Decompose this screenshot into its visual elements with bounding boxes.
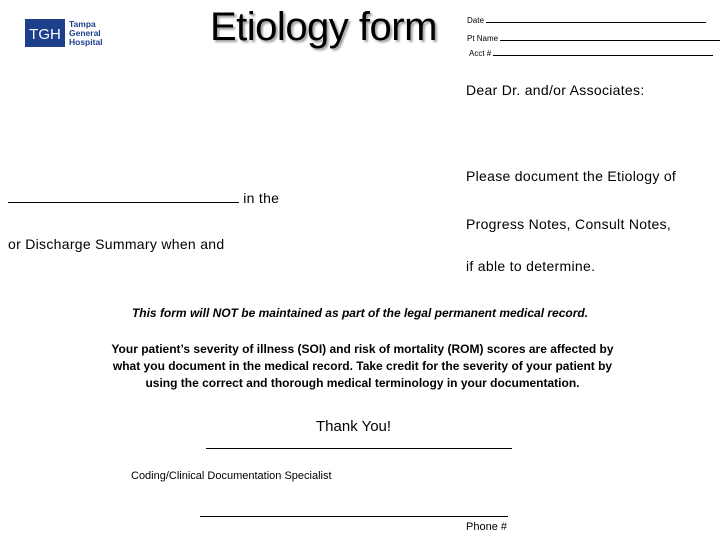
date-field[interactable] bbox=[467, 15, 706, 25]
specialist-role: Coding/Clinical Documentation Specialist bbox=[131, 470, 332, 482]
phone-line[interactable] bbox=[200, 516, 508, 517]
account-number-label: Acct # bbox=[469, 49, 492, 58]
request-line-2-suffix: in the bbox=[243, 190, 280, 206]
logo-mark: TGH bbox=[29, 26, 61, 43]
greeting: Dear Dr. and/or Associates: bbox=[466, 82, 645, 98]
phone-label: Phone # bbox=[466, 521, 507, 533]
patient-name-field[interactable] bbox=[467, 33, 720, 43]
signature-line[interactable] bbox=[206, 448, 512, 449]
account-number-line bbox=[493, 48, 713, 56]
request-line-2 bbox=[8, 189, 279, 206]
logo-name-line-3: Hospital bbox=[69, 37, 103, 47]
request-line-5: if able to determine. bbox=[466, 258, 596, 274]
patient-name-line bbox=[500, 33, 720, 41]
request-line-3: Progress Notes, Consult Notes, bbox=[466, 216, 672, 232]
record-notice: This form will NOT be maintained as part of the legal permanent medical record. bbox=[131, 306, 589, 320]
request-line-1: Please document the Etiology of bbox=[466, 168, 677, 184]
date-line bbox=[486, 15, 706, 23]
tgh-logo bbox=[25, 18, 115, 48]
date-label: Date bbox=[467, 16, 484, 25]
etiology-blank[interactable] bbox=[8, 189, 239, 203]
form-title: Etiology form bbox=[210, 5, 437, 49]
logo-name-line-1: Tampa bbox=[69, 19, 96, 29]
thank-you: Thank You! bbox=[316, 418, 392, 435]
patient-name-label: Pt Name bbox=[467, 34, 499, 43]
request-line-4: or Discharge Summary when and bbox=[8, 236, 225, 252]
account-number-field[interactable] bbox=[469, 48, 713, 58]
logo-name-line-2: General bbox=[69, 28, 101, 38]
soi-rom-paragraph: Your patient’s severity of illness (SOI) and risk of mortality (ROM) scores are affected by what you document in the medical record. Take credit for the severity of your patient by using the correct and thorough medical terminology in your documentation. bbox=[111, 342, 614, 390]
